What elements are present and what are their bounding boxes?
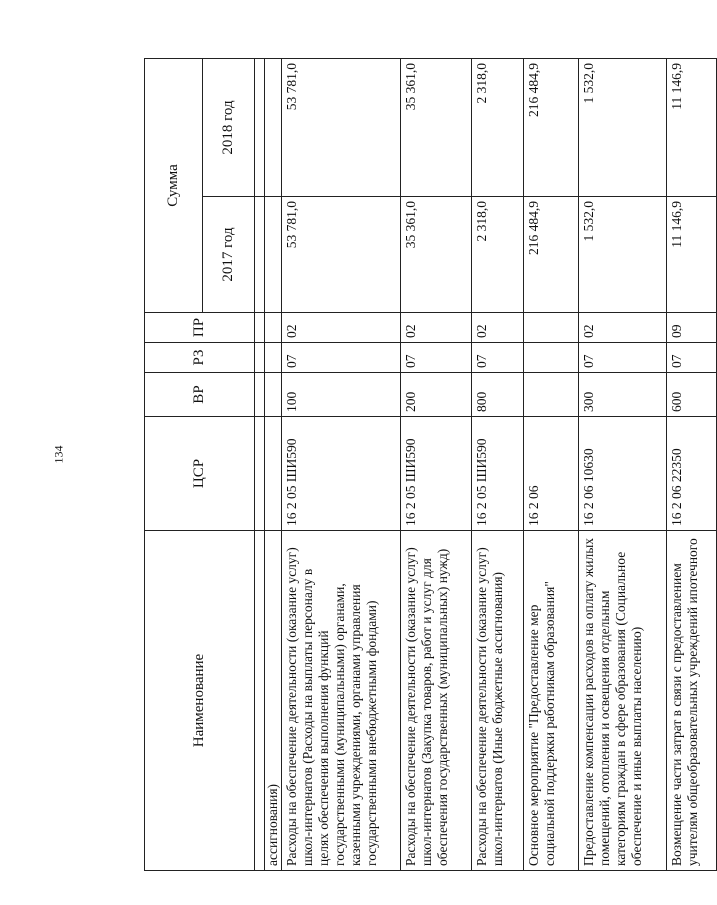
- header-pr: ПР: [145, 313, 255, 343]
- row-pr: 02: [400, 313, 471, 343]
- continuation-text: ассигнования): [265, 531, 282, 871]
- spacer-cell: [255, 343, 265, 373]
- row-rz: 07: [666, 343, 716, 373]
- row-sum-2017: 2 318,0: [471, 197, 523, 313]
- empty-cell: [265, 313, 282, 343]
- row-pr: [523, 313, 578, 343]
- spacer-cell: [255, 417, 265, 531]
- row-pr: 02: [578, 313, 666, 343]
- row-csr: 16 2 05 ШИ590: [281, 417, 400, 531]
- table-row: [400, 58, 471, 870]
- row-name: Возмещение части затрат в связи с предоставлением учителям общеобразовательных учреждений ипотечного: [666, 531, 716, 871]
- header-spacer-row: [255, 58, 265, 870]
- row-csr: 16 2 06 10630: [578, 417, 666, 531]
- row-csr: 16 2 05 ШИ590: [400, 417, 471, 531]
- row-vr: 300: [578, 373, 666, 417]
- table-sheet: [144, 59, 700, 871]
- row-pr: 02: [471, 313, 523, 343]
- row-vr: 800: [471, 373, 523, 417]
- row-vr: [523, 373, 578, 417]
- row-sum-2017: 35 361,0: [400, 197, 471, 313]
- row-sum-2017: 11 146,9: [666, 197, 716, 313]
- empty-cell: [265, 373, 282, 417]
- table-row-continuation: [265, 58, 282, 870]
- row-name: Предоставление компенсации расходов на оплату жилых помещений, отопления и освещения отдельным категориям граждан в сфере образования (Социальное обеспечение и иные выплаты населению): [578, 531, 666, 871]
- header-name: Наименование: [145, 531, 255, 871]
- header-year-2017: 2017 год: [203, 197, 255, 313]
- row-rz: [523, 343, 578, 373]
- row-rz: 07: [400, 343, 471, 373]
- row-sum-2017: 53 781,0: [281, 197, 400, 313]
- page-number: 134: [51, 445, 66, 464]
- row-sum-2018: 216 484,9: [523, 58, 578, 196]
- header-sum: Сумма: [145, 58, 203, 312]
- header-vr: ВР: [145, 373, 255, 417]
- row-rz: 07: [471, 343, 523, 373]
- header-csr: ЦСР: [145, 417, 255, 531]
- spacer-cell: [255, 373, 265, 417]
- row-csr: 16 2 05 ШИ590: [471, 417, 523, 531]
- header-year-2018: 2018 год: [203, 58, 255, 196]
- spacer-cell: [255, 197, 265, 313]
- header-rz: РЗ: [145, 343, 255, 373]
- empty-cell: [265, 197, 282, 313]
- row-sum-2018: 2 318,0: [471, 58, 523, 196]
- row-vr: 200: [400, 373, 471, 417]
- row-vr: 100: [281, 373, 400, 417]
- table-rotor: [144, 59, 700, 871]
- row-name: Расходы на обеспечение деятельности (оказание услуг) школ-интернатов (Закупка товаров, работ и услуг для обеспечения государственных (муниципальных) нужд): [400, 531, 471, 871]
- row-sum-2018: 35 361,0: [400, 58, 471, 196]
- budget-table: [144, 58, 717, 871]
- row-rz: 07: [281, 343, 400, 373]
- row-csr: 16 2 06 22350: [666, 417, 716, 531]
- table-row: [666, 58, 716, 870]
- table-row: [578, 58, 666, 870]
- table-row: [281, 58, 400, 870]
- empty-cell: [265, 417, 282, 531]
- row-csr: 16 2 06: [523, 417, 578, 531]
- table-row: [523, 58, 578, 870]
- row-name: Расходы на обеспечение деятельности (оказание услуг) школ-интернатов (Расходы на выплаты персоналу в целях обеспечения выполнения функций государственными (муниципальными) органами, казенными учреждениями, органами управления государственными внебюджетными фондами): [281, 531, 400, 871]
- row-rz: 07: [578, 343, 666, 373]
- row-sum-2018: 53 781,0: [281, 58, 400, 196]
- table-row: [471, 58, 523, 870]
- row-sum-2018: 1 532,0: [578, 58, 666, 196]
- row-sum-2018: 11 146,9: [666, 58, 716, 196]
- spacer-cell: [255, 531, 265, 871]
- row-sum-2017: 1 532,0: [578, 197, 666, 313]
- spacer-cell: [255, 313, 265, 343]
- row-name: Расходы на обеспечение деятельности (оказание услуг) школ-интернатов (Иные бюджетные ассигнования): [471, 531, 523, 871]
- empty-cell: [265, 343, 282, 373]
- row-pr: 02: [281, 313, 400, 343]
- row-vr: 600: [666, 373, 716, 417]
- header-row-1: [145, 58, 203, 870]
- row-sum-2017: 216 484,9: [523, 197, 578, 313]
- empty-cell: [265, 58, 282, 196]
- spacer-cell: [255, 58, 265, 196]
- row-pr: 09: [666, 313, 716, 343]
- row-name: Основное мероприятие "Предоставление мер социальной поддержки работникам образования": [523, 531, 578, 871]
